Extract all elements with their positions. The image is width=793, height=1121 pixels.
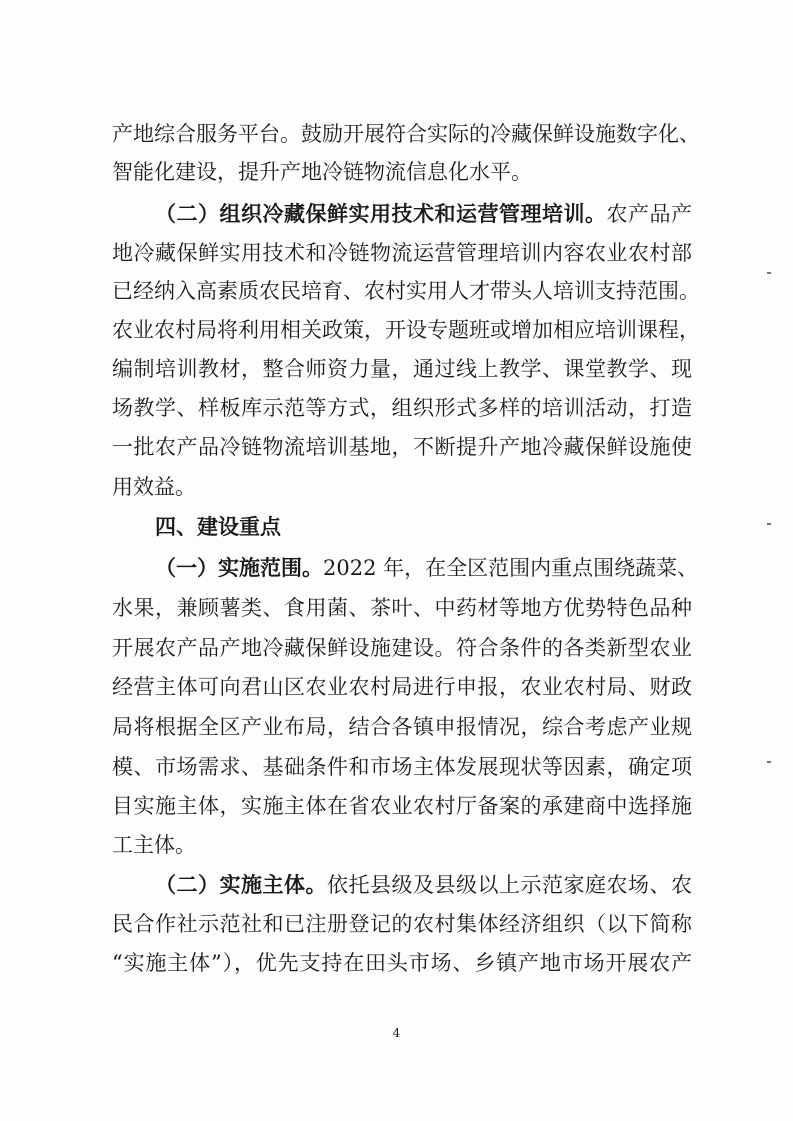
text-line: 已经纳入高素质农民培育、农村实用人才带头人培训支持范围。 xyxy=(112,279,700,303)
paragraph-first-line xyxy=(155,870,692,900)
text-line: 智能化建设，提升产地冷链物流信息化水平。 xyxy=(112,160,532,184)
text-line: 局将根据全区产业布局，结合各镇申报情况，综合考虑产业规 xyxy=(112,715,692,739)
text-line: 水果，兼顾薯类、食用菌、茶叶、中药材等地方优势特色品种 xyxy=(112,596,692,620)
text-line: 场教学、样板库示范等方式，组织形式多样的培训活动，打造 xyxy=(112,396,692,420)
text-line: 目实施主体，实施主体在省农业农村厅备案的承建商中选择施 xyxy=(112,794,692,818)
text-line: 开展农产品产地冷藏保鲜设施建设。符合条件的各类新型农业 xyxy=(112,636,692,660)
paragraph-lead: （二）实施主体。 xyxy=(155,872,327,897)
paragraph-first-line xyxy=(155,553,699,583)
text-line: 地冷藏保鲜实用技术和冷链物流运营管理培训内容农业农村部 xyxy=(112,241,692,265)
text-line: 模、市场需求、基础条件和市场主体发展现状等因素，确定项 xyxy=(112,755,692,779)
scan-mark xyxy=(767,272,771,274)
paragraph-lead: （一）实施范围。 xyxy=(155,555,323,580)
section-heading: 四、建设重点 xyxy=(155,515,281,539)
text-line: 一批农产品冷链物流培训基地，不断提升产地冷藏保鲜设施使 xyxy=(112,435,692,459)
page-number: 4 xyxy=(392,1026,401,1040)
paragraph-first-line xyxy=(155,199,692,229)
text-line: “实施主体”），优先支持在田头市场、乡镇产地市场开展农产 xyxy=(112,951,692,975)
paragraph-text: 依托县级及县级以上示范家庭农场、农 xyxy=(327,873,692,897)
paragraph-lead: （二）组织冷藏保鲜实用技术和运营管理培训。 xyxy=(155,201,607,226)
text-line: 用效益。 xyxy=(112,475,196,499)
scan-mark xyxy=(767,523,771,525)
scan-mark xyxy=(767,761,771,763)
paragraph-text: 农产品产 xyxy=(606,202,692,226)
text-line: 经营主体可向君山区农业农村局进行申报，农业农村局、财政 xyxy=(112,675,692,699)
text-line: 农业农村局将利用相关政策，开设专题班或增加相应培训课程， xyxy=(112,318,700,342)
text-line: 产地综合服务平台。鼓励开展符合实际的冷藏保鲜设施数字化、 xyxy=(112,122,700,146)
text-line: 民合作社示范社和已注册登记的农村集体经济组织（以下简称 xyxy=(112,912,692,936)
paragraph-text: 2022 年，在全区范围内重点围绕蔬菜、 xyxy=(323,556,699,580)
text-line: 编制培训教材，整合师资力量，通过线上教学、课堂教学、现 xyxy=(112,357,692,381)
text-line: 工主体。 xyxy=(112,833,196,857)
